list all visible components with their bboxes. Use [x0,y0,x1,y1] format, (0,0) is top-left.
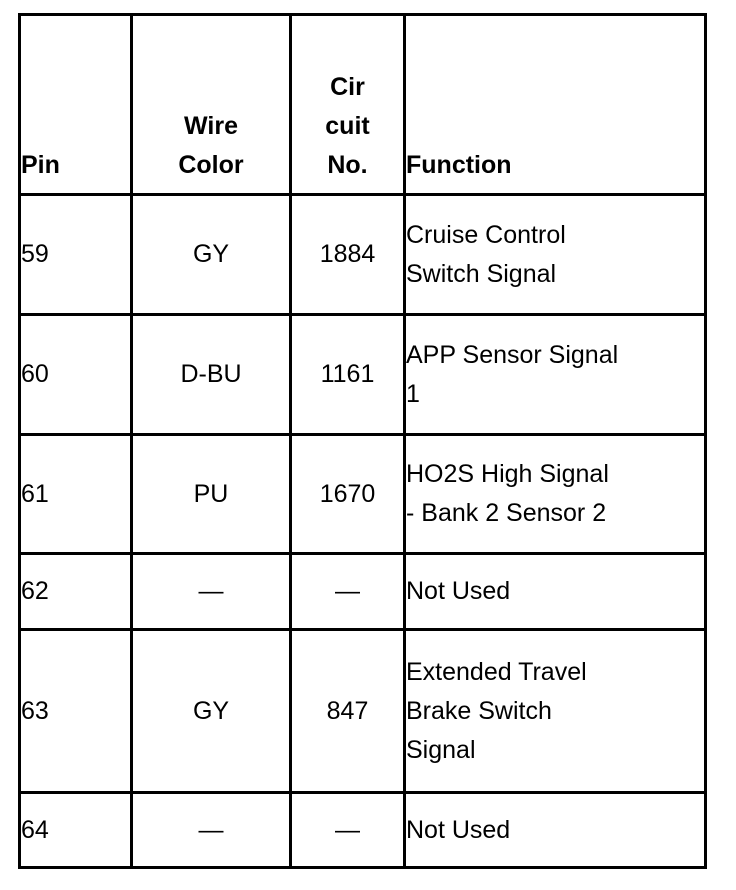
pin-cell: 61 [20,435,132,554]
table-row [20,435,706,554]
header-function: Function [405,15,706,195]
function-line: Not Used [406,577,511,605]
pin-assignment-table [18,13,707,869]
header-circuit-line-2: cuit [325,112,370,140]
circuit-cell: — [291,793,405,868]
function-cell [405,195,706,315]
circuit-cell: 847 [291,630,405,793]
circuit-cell: 1884 [291,195,405,315]
wire-color-cell: PU [132,435,291,554]
header-wire-color-line-2: Color [178,151,244,179]
function-line: - Bank 2 Sensor 2 [406,499,607,527]
pin-cell: 60 [20,315,132,435]
pin-cell: 63 [20,630,132,793]
header-pin: Pin [20,15,132,195]
wire-color-cell: GY [132,195,291,315]
function-cell [405,315,706,435]
function-line: HO2S High Signal [406,460,609,488]
function-line: 1 [406,379,420,408]
function-line: Brake Switch [406,696,552,725]
function-cell [405,630,706,793]
pin-cell: 62 [20,554,132,630]
table-row [20,315,706,435]
table-row [20,554,706,630]
header-row [20,15,706,195]
function-line: APP Sensor Signal [406,340,619,369]
function-line: Switch Signal [406,259,557,288]
function-cell [405,435,706,554]
circuit-cell: 1161 [291,315,405,435]
pin-cell: 64 [20,793,132,868]
wire-color-cell: — [132,554,291,630]
function-line: Signal [406,735,476,764]
wire-color-cell: — [132,793,291,868]
circuit-cell: 1670 [291,435,405,554]
table-row [20,195,706,315]
table-row [20,793,706,868]
circuit-cell: — [291,554,405,630]
function-cell [405,793,706,868]
wire-color-cell: D-BU [132,315,291,435]
function-cell [405,554,706,630]
header-wire-color-line-1: Wire [184,112,238,140]
function-line: Cruise Control [406,220,566,249]
header-wire-color [132,15,291,195]
header-circuit-line-3: No. [327,151,368,179]
function-line: Extended Travel [406,657,587,686]
function-line: Not Used [406,815,511,844]
header-circuit-no [291,15,405,195]
table-row [20,630,706,793]
header-circuit-line-1: Cir [330,73,365,101]
pin-cell: 59 [20,195,132,315]
wire-color-cell: GY [132,630,291,793]
